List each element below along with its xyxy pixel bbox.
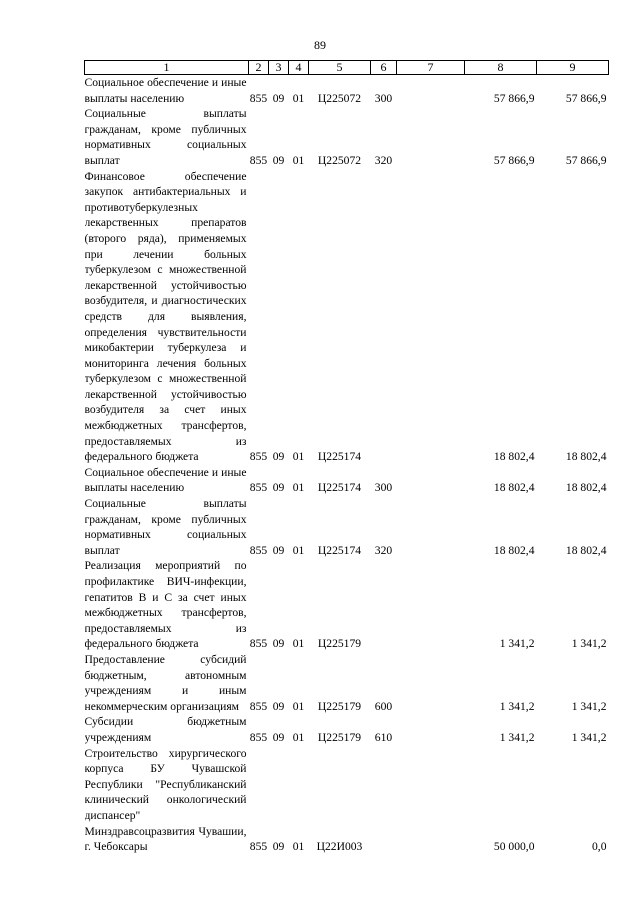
cell-subsection: 01 <box>292 637 305 651</box>
cell-target-article: Ц225174 <box>317 481 362 495</box>
cell-expense-type: 300 <box>374 91 393 105</box>
cell-subsection: 01 <box>292 481 305 495</box>
cell-col7 <box>397 106 465 168</box>
cell-amount-1: 18 802,4 <box>493 481 535 495</box>
column-header: 1 <box>85 61 249 75</box>
column-header: 3 <box>269 61 289 75</box>
column-header: 2 <box>249 61 269 75</box>
cell-ministry: 855 <box>249 481 268 495</box>
cell-section: 09 <box>272 481 285 495</box>
cell-amount-1: 1 341,2 <box>499 699 535 713</box>
cell-col7 <box>397 496 465 558</box>
cell-ministry: 855 <box>249 730 268 744</box>
cell-section: 09 <box>272 699 285 713</box>
header-row <box>85 61 609 75</box>
cell-expense-type: 610 <box>374 730 393 744</box>
table-row <box>85 106 609 168</box>
cell-section: 09 <box>272 450 285 464</box>
cell-amount-2: 57 866,9 <box>565 91 607 105</box>
cell-amount-2: 18 802,4 <box>565 543 607 557</box>
cell-expense-type <box>371 746 397 855</box>
row-name: Строительство хирургического корпуса БУ Чувашской Республики "Республиканский клинический онкологический диспансер" Минздравсоцразвития Чувашии, г. Чебоксары <box>84 746 247 854</box>
column-header: 4 <box>289 61 309 75</box>
cell-col7 <box>397 652 465 714</box>
cell-section: 09 <box>272 153 285 167</box>
table-row <box>85 75 609 107</box>
cell-target-article: Ц225179 <box>317 699 362 713</box>
cell-section: 09 <box>272 543 285 557</box>
cell-target-article: Ц225174 <box>317 450 362 464</box>
table-row <box>85 169 609 465</box>
column-header: 7 <box>397 61 465 75</box>
cell-ministry: 855 <box>249 637 268 651</box>
cell-amount-1: 18 802,4 <box>493 543 535 557</box>
cell-amount-2: 1 341,2 <box>571 699 607 713</box>
cell-expense-type: 600 <box>374 699 393 713</box>
table-row <box>85 652 609 714</box>
cell-section: 09 <box>272 637 285 651</box>
cell-amount-1: 50 000,0 <box>493 840 535 854</box>
budget-table <box>84 60 609 855</box>
cell-col7 <box>397 465 465 496</box>
cell-target-article: Ц225072 <box>317 91 362 105</box>
cell-subsection: 01 <box>292 730 305 744</box>
cell-target-article: Ц225072 <box>317 153 362 167</box>
cell-expense-type: 320 <box>374 153 393 167</box>
cell-ministry: 855 <box>249 543 268 557</box>
row-name: Социальные выплаты гражданам, кроме публичных нормативных социальных выплат <box>84 107 247 167</box>
row-name: Финансовое обеспечение закупок антибактериальных и противотуберкулезных лекарственных препаратов (второго ряда), применяемых при лечении больных туберкулезом с множественной лекарственной устойчивостью возбудителя, и диагностических средств для выявления, определения чувствительности микобактерии туберкулеза и мониторинга лечения больных туберкулезом с множественной лекарственной устойчивостью возбудителя за счет иных межбюджетных трансфертов, предоставляемых из федерального бюджета <box>84 169 247 464</box>
cell-ministry: 855 <box>249 699 268 713</box>
row-name: Предоставление субсидий бюджетным, автономным учреждениям и иным некоммерческим организациям <box>84 652 247 713</box>
cell-amount-1: 57 866,9 <box>493 91 535 105</box>
cell-amount-2: 18 802,4 <box>565 450 607 464</box>
table-row <box>85 558 609 652</box>
row-name: Реализация мероприятий по профилактике ВИЧ-инфекции, гепатитов B и C за счет иных межбюджетных трансфертов, предоставляемых из федерального бюджета <box>84 559 247 651</box>
cell-target-article: Ц225174 <box>317 543 362 557</box>
row-name: Социальное обеспечение и иные выплаты населению <box>84 465 247 495</box>
cell-subsection: 01 <box>292 699 305 713</box>
table-row <box>85 496 609 558</box>
column-header: 8 <box>465 61 537 75</box>
table-row <box>85 714 609 745</box>
cell-ministry: 855 <box>249 450 268 464</box>
cell-section: 09 <box>272 91 285 105</box>
column-header: 5 <box>309 61 371 75</box>
row-name: Социальное обеспечение и иные выплаты населению <box>84 76 247 105</box>
cell-section: 09 <box>272 730 285 744</box>
cell-col7 <box>397 558 465 652</box>
cell-amount-2: 1 341,2 <box>571 730 607 744</box>
cell-ministry: 855 <box>249 91 268 105</box>
cell-amount-1: 1 341,2 <box>499 730 535 744</box>
cell-amount-2: 57 866,9 <box>565 153 607 167</box>
cell-col7 <box>397 714 465 745</box>
cell-col7 <box>397 746 465 855</box>
cell-expense-type: 300 <box>374 481 393 495</box>
cell-subsection: 01 <box>292 153 305 167</box>
cell-subsection: 01 <box>292 840 305 854</box>
column-header: 6 <box>371 61 397 75</box>
cell-ministry: 855 <box>249 840 268 854</box>
cell-col7 <box>397 169 465 465</box>
cell-expense-type <box>371 169 397 465</box>
page-number: 89 <box>314 38 326 52</box>
cell-amount-2: 0,0 <box>592 840 607 854</box>
table-row <box>85 746 609 855</box>
cell-expense-type <box>371 558 397 652</box>
column-header: 9 <box>537 61 609 75</box>
table-row <box>85 465 609 496</box>
cell-subsection: 01 <box>292 543 305 557</box>
row-name: Социальные выплаты гражданам, кроме публичных нормативных социальных выплат <box>84 497 247 557</box>
cell-subsection: 01 <box>292 450 305 464</box>
cell-col7 <box>397 75 465 107</box>
cell-amount-2: 1 341,2 <box>571 637 607 651</box>
cell-ministry: 855 <box>249 153 268 167</box>
cell-section: 09 <box>272 840 285 854</box>
cell-expense-type: 320 <box>374 543 393 557</box>
row-name: Субсидии бюджетным учреждениям <box>84 715 247 744</box>
cell-amount-1: 57 866,9 <box>493 153 535 167</box>
cell-target-article: Ц225179 <box>317 637 362 651</box>
cell-subsection: 01 <box>292 91 305 105</box>
cell-amount-1: 18 802,4 <box>493 450 535 464</box>
cell-amount-2: 18 802,4 <box>565 481 607 495</box>
cell-target-article: Ц22И003 <box>316 840 363 854</box>
cell-amount-1: 1 341,2 <box>499 637 535 651</box>
cell-target-article: Ц225179 <box>317 730 362 744</box>
